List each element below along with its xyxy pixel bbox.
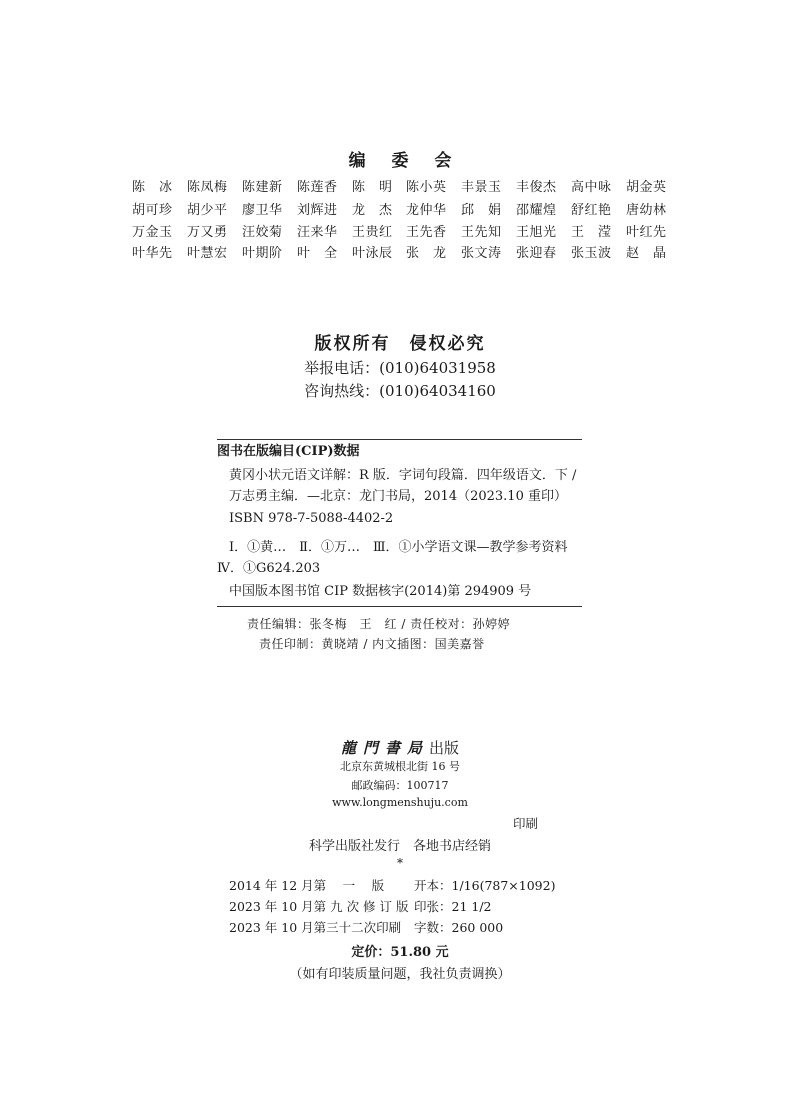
print-credits: 责任印制：黄晓靖 / 内文插图：国美嘉誉 <box>259 637 485 651</box>
publisher-website: www.longmenshuju.com <box>332 796 468 809</box>
committee-member: 胡可珍 <box>132 203 173 218</box>
print-sheets: 印张：21 1/2 <box>414 899 492 914</box>
cip-top-rule <box>217 439 582 440</box>
committee-member: 万又勇 <box>187 225 228 240</box>
committee-member: 邱 娟 <box>461 203 502 218</box>
committee-member: 叶期阶 <box>242 246 283 261</box>
cip-subject-line: Ⅰ．①黄… Ⅱ．①万… Ⅲ．①小学语文课—教学参考资料 <box>229 540 568 555</box>
committee-member: 丰景玉 <box>461 180 502 195</box>
committee-member: 王旭光 <box>516 225 557 240</box>
cip-bottom-rule <box>217 606 582 607</box>
committee-member: 王 滢 <box>571 225 612 240</box>
committee-member: 张文涛 <box>461 246 502 261</box>
committee-member: 张玉波 <box>571 246 612 261</box>
committee-member: 陈建新 <box>242 180 283 195</box>
committee-member: 万金玉 <box>132 225 173 240</box>
committee-member: 张 龙 <box>406 246 447 261</box>
committee-member: 张迎春 <box>516 246 557 261</box>
cip-classification: Ⅳ．①G624.203 <box>217 561 321 576</box>
committee-member: 叶华先 <box>132 246 173 261</box>
cip-isbn: ISBN 978-7-5088-4402-2 <box>229 511 394 526</box>
consult-hotline: 咨询热线：(010)64034160 <box>304 382 496 400</box>
edition-revision: 2023 年 10 月第 九 次 修 订 版 <box>229 899 409 914</box>
committee-member: 龙 杰 <box>352 203 393 218</box>
committee-member: 陈凤梅 <box>187 180 228 195</box>
committee-member: 陈 明 <box>352 180 393 195</box>
committee-member: 邵耀煌 <box>516 203 557 218</box>
cip-title-line: 黄冈小状元语文详解：R 版．字词句段篇．四年级语文．下 / <box>229 468 577 483</box>
committee-member: 高中咏 <box>571 180 612 195</box>
committee-member: 陈小英 <box>406 180 447 195</box>
publisher-postcode: 邮政编码：100717 <box>351 779 449 792</box>
price: 定价：51.80 元 <box>351 945 449 960</box>
committee-member: 陈莲香 <box>297 180 338 195</box>
committee-member: 王贵红 <box>352 225 393 240</box>
committee-member: 廖卫华 <box>242 203 283 218</box>
cip-heading: 图书在版编目(CIP)数据 <box>217 444 360 459</box>
committee-member: 唐幼林 <box>626 203 667 218</box>
committee-member: 陈 冰 <box>132 180 173 195</box>
cip-record-number: 中国版本图书馆 CIP 数据核字(2014)第 294909 号 <box>229 584 532 599</box>
format-spec: 开本：1/16(787×1092) <box>414 878 556 893</box>
committee-member: 丰俊杰 <box>516 180 557 195</box>
committee-member: 刘辉进 <box>297 203 338 218</box>
committee-member: 赵 晶 <box>626 246 667 261</box>
publisher-address: 北京东黄城根北街 16 号 <box>340 760 460 773</box>
publisher-line <box>0 737 800 758</box>
committee-member: 叶红先 <box>626 225 667 240</box>
word-count: 字数：260 000 <box>414 920 504 935</box>
committee-member: 汪来华 <box>297 225 338 240</box>
committee-member: 王先香 <box>406 225 447 240</box>
committee-member: 汪姣菊 <box>242 225 283 240</box>
committee-member: 叶 全 <box>297 246 338 261</box>
printing-label: 印刷 <box>513 816 539 831</box>
committee-member: 胡金英 <box>626 180 667 195</box>
cip-author-line: 万志勇主编．—北京：龙门书局，2014（2023.10 重印） <box>229 489 567 504</box>
committee-member: 叶泳辰 <box>352 246 393 261</box>
editor-credits: 责任编辑：张冬梅 王 红 / 责任校对：孙婷婷 <box>247 617 511 631</box>
copyright-notice: 版权所有 侵权必究 <box>314 334 486 354</box>
committee-member: 王先知 <box>461 225 502 240</box>
publisher-logo: 龍門書局 <box>340 739 429 757</box>
committee-member: 叶慧宏 <box>187 246 228 261</box>
committee-member: 舒红艳 <box>571 203 612 218</box>
committee-member: 龙仲华 <box>406 203 447 218</box>
quality-guarantee: （如有印装质量问题，我社负责调换） <box>289 967 511 982</box>
publisher-suffix: 出版 <box>429 739 460 757</box>
separator-star: * <box>397 856 403 870</box>
printing-count: 2023 年 10 月第三十二次印刷 <box>229 920 402 935</box>
committee-member: 胡少平 <box>187 203 228 218</box>
edition-first: 2014 年 12 月第 一 版 <box>229 878 385 893</box>
distribution-line: 科学出版社发行 各地书店经销 <box>308 839 491 854</box>
committee-title: 编 委 会 <box>348 151 462 171</box>
report-phone: 举报电话：(010)64031958 <box>304 359 496 377</box>
